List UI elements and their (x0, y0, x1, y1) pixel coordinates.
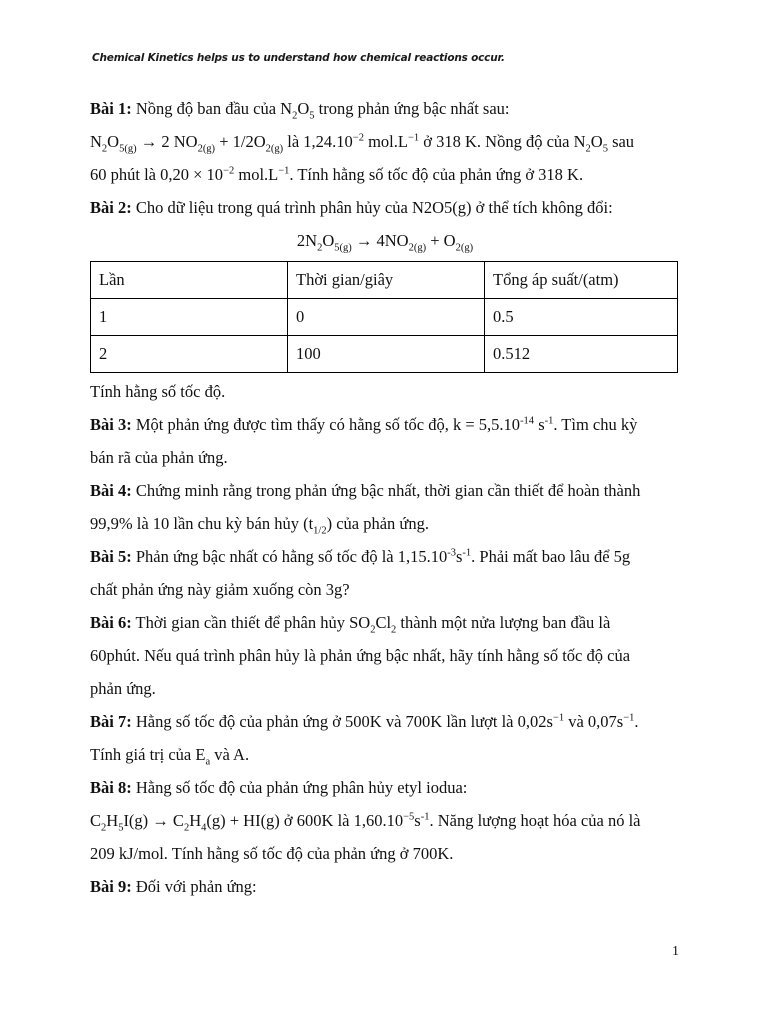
problem-7: Bài 7: Hằng số tốc độ của phản ứng ở 500K và 700K lần lượt là $0,02s^{-1}$ và $0,07s^{-1}$. (90, 712, 639, 731)
table-cell: 100 (288, 336, 485, 373)
problem-3-cont: bán rã của phản ứng. (90, 448, 228, 467)
problem-8-reaction: $C_2H_5I(g) \to C_2H_4(g) + HI(g)$ ở 600K là $1,60.10^{-5}s^{-1}$. Năng lượng hoạt hóa của nó là (90, 811, 641, 834)
table-header-cell: Lần (91, 262, 288, 299)
problem-1-reaction: $N_2O_{5(g)} \to 2$ $NO_{2(g)} + 1/2O_{2(g)}$ là $1,24.10^{-2}$ $mol.L^{-1}$ ở 318 K. Nồng độ của $N_2O_5$ sau (90, 132, 635, 155)
page-number: 1 (672, 944, 679, 959)
problem-2: Bài 2: Cho dữ liệu trong quá trình phân hủy của N2O5(g) ở thể tích không đổi: (90, 198, 613, 217)
problem-1: Bài 1: Nồng độ ban đầu của $N_2O_5$ trong phản ứng bậc nhất sau: (90, 99, 510, 122)
table-header-row (91, 262, 678, 299)
table-cell: 2 (91, 336, 288, 373)
problem-6: Bài 6: Thời gian cần thiết để phân hủy $SO_2Cl_2$ thành một nửa lượng ban đầu là (90, 613, 611, 636)
document-body (90, 92, 680, 903)
problem-8: Bài 8: Hằng số tốc độ của phản ứng phân hủy etyl iodua: (90, 778, 468, 797)
problem-2-question: Tính hằng số tốc độ. (90, 382, 226, 401)
table-cell: 0.5 (485, 299, 678, 336)
problem-6-cont: 60phút. Nếu quá trình phân hủy là phản ứng bậc nhất, hãy tính hằng số tốc độ của (90, 646, 631, 665)
table-row (91, 336, 678, 373)
table-header-cell: Thời gian/giây (288, 262, 485, 299)
table-cell: 1 (91, 299, 288, 336)
table-header-cell: Tổng áp suất/(atm) (485, 262, 678, 299)
table-row (91, 299, 678, 336)
page-header: Chemical Kinetics helps us to understand how chemical reactions occur. (92, 52, 505, 64)
problem-4: Bài 4: Chứng minh rằng trong phản ứng bậc nhất, thời gian cần thiết để hoàn thành (90, 481, 641, 500)
problem-8-cont: 209 kJ/mol. Tính hằng số tốc độ của phản ứng ở 700K. (90, 844, 454, 863)
problem-1-cont: 60 phút là $0,20 \times 10^{-2}$ $mol.L^{-1}$. Tính hằng số tốc độ của phản ứng ở 318 K. (90, 165, 584, 184)
problem-5: Bài 5: Phản ứng bậc nhất có hằng số tốc độ là $1,15.10^{-3}s^{-1}$. Phải mất bao lâu để 5g (90, 547, 631, 566)
table-cell: 0.512 (485, 336, 678, 373)
problem-2-equation: $2N_2O_{5(g)} \to 4NO_{2(g)} + O_{2(g)}$ (296, 231, 474, 254)
data-table (90, 261, 678, 373)
problem-6-end: phản ứng. (90, 679, 156, 698)
table-cell: 0 (288, 299, 485, 336)
problem-7-cont: Tính giá trị của $E_a$ và A. (90, 745, 250, 768)
problem-3: Bài 3: Một phản ứng được tìm thấy có hằng số tốc độ, $k = 5,5.10^{-14}$ $s^{-1}$. Tìm chu kỳ (90, 415, 638, 434)
problem-4-cont: 99,9% là 10 lần chu kỳ bán hủy $(t_{1/2})$ của phản ứng. (90, 514, 430, 537)
problem-5-cont: chất phản ứng này giảm xuống còn 3g? (90, 580, 350, 599)
problem-9: Bài 9: Đối với phản ứng: (90, 877, 257, 896)
